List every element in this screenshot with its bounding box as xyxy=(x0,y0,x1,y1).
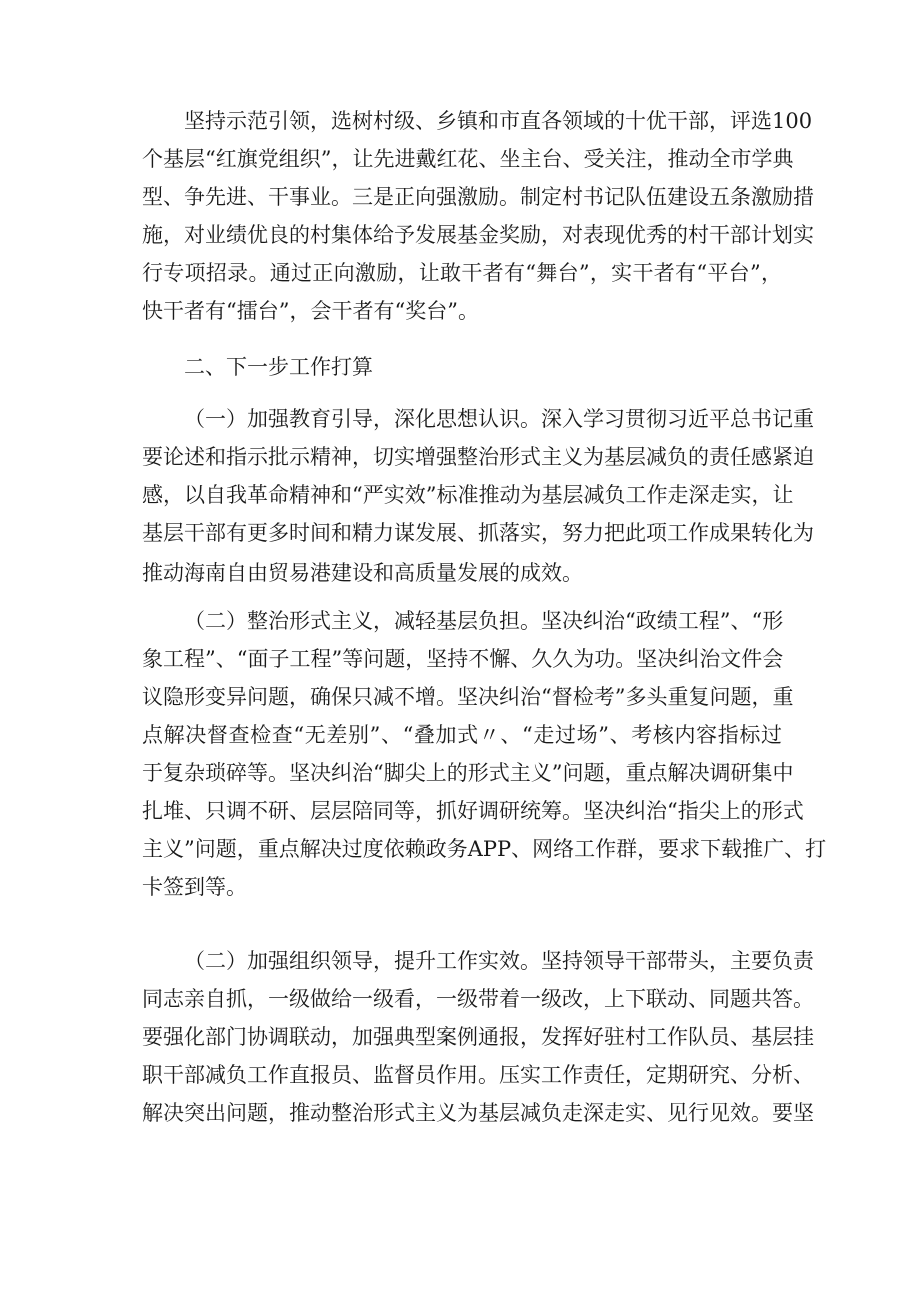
paragraph-line: 行专项招录。通过正向激励，让敢干者有“舞台”，实干者有“平台”， xyxy=(142,261,782,285)
paragraph-line: 议隐形变异问题，确保只减不增。坚决纠治“督检考”多头重复问题，重 xyxy=(142,685,794,709)
paragraph-line: 卡签到等。 xyxy=(142,875,247,899)
paragraph-line: （一）加强教育引导，深化思想认识。深入学习贯彻习近平总书记重 xyxy=(184,407,814,431)
paragraph-line: 同志亲自抓，一级做给一级看，一级带着一级改，上下联动、同题共答。 xyxy=(142,987,814,1011)
paragraph-line: 型、争先进、干事业。三是正向强激励。制定村书记队伍建设五条激励措 xyxy=(142,185,814,209)
paragraph-line: 推动海南自由贸易港建设和高质量发展的成效。 xyxy=(142,561,583,585)
paragraph-line: 要强化部门协调联动，加强典型案例通报，发挥好驻村工作队员、基层挂 xyxy=(142,1025,814,1049)
paragraph-line: 快干者有“擂台”，会干者有“奖台”。 xyxy=(142,299,479,323)
paragraph-line: 个基层“红旗党组织”，让先进戴红花、坐主台、受关注，推动全市学典 xyxy=(142,147,794,171)
paragraph-line: 职干部减负工作直报员、监督员作用。压实工作责任，定期研究、分析、 xyxy=(142,1063,814,1087)
paragraph-line: 点解决督查检查“无差别”、“叠加式〃、“走过场”、考核内容指标过 xyxy=(142,723,782,747)
paragraph-line: 象工程”、“面子工程”等问题，坚持不懈、久久为功。坚决纠治文件会 xyxy=(142,647,784,671)
section-heading: 二、下一步工作打算 xyxy=(184,355,373,379)
paragraph-line: 解决突出问题，推动整治形式主义为基层减负走深走实、见行见效。要坚 xyxy=(142,1101,814,1125)
paragraph-line: 扎堆、只调不研、层层陪同等，抓好调研统筹。坚决纠治“指尖上的形式 xyxy=(142,799,804,823)
paragraph-line: （二）加强组织领导，提升工作实效。坚持领导干部带头，主要负责 xyxy=(184,949,814,973)
paragraph-line: 施，对业绩优良的村集体给予发展基金奖励，对表现优秀的村干部计划实 xyxy=(142,223,814,247)
paragraph-line: 感，以自我革命精神和“严实效”标准推动为基层减负工作走深走实，让 xyxy=(142,483,794,507)
paragraph-line: 要论述和指示批示精神，切实增强整治形式主义为基层减负的责任感紧迫 xyxy=(142,445,814,469)
paragraph-line: （二）整治形式主义，减轻基层负担。坚决纠治“政绩工程”、“形 xyxy=(184,609,784,633)
paragraph-line: 坚持示范引领，选树村级、乡镇和市直各领域的十优干部，评选100 xyxy=(184,109,813,133)
paragraph-line: 于复杂琐碎等。坚决纠治“脚尖上的形式主义”问题，重点解决调研集中 xyxy=(142,761,794,785)
paragraph-line: 主义”问题，重点解决过度依赖政务APP、网络工作群，要求下载推广、打 xyxy=(142,837,827,861)
paragraph-line: 基层干部有更多时间和精力谋发展、抓落实，努力把此项工作成果转化为 xyxy=(142,521,814,545)
